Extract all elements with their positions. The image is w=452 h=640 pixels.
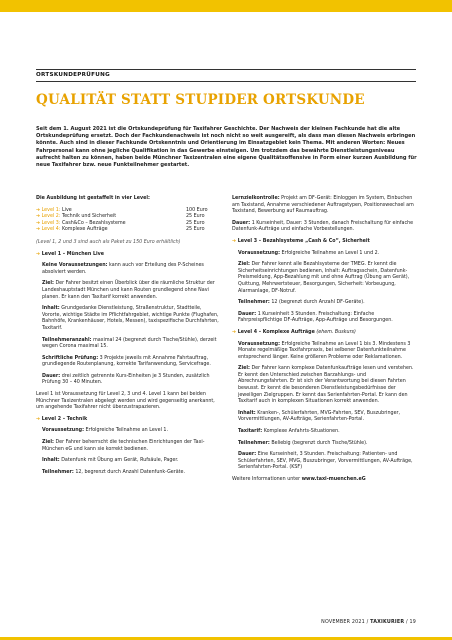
duration-text: Eine Kurseinheit, 3 Stunden. Freischaltung: Patienten- und Schülerfahrten, SEV, MVG, Buszubringer, Vorvermittlungen, AV-Aufträge, Serienfahrten-Portal. (KSF) [238,452,413,471]
level-4-heading [232,330,416,337]
level-1-content [36,306,220,332]
level-label: Level 4: [41,227,61,233]
level-3-title: Level 3 – Bezahlsysteme „Cash & Co“, Sicherheit [237,238,370,244]
level-3-goal [232,262,416,295]
level-1-duration [36,374,220,387]
requirement-label: Keine Voraussetzungen: [42,263,108,269]
level-price: 25 Euro [186,214,205,220]
level-price: 100 Euro [186,207,208,213]
content-text: Kranken-, Schülerfahrten, MVG-Fahrten, SEV, Buszubringer, Vorvermittlungen, AV-Aufträge, Serienfahrten-Portal. [238,410,401,423]
arrow-icon: ➔ [36,227,41,233]
level-2-requirement [36,428,220,435]
participants-label: Teilnehmer: [238,300,270,306]
left-column [36,196,220,481]
goal-label: Ziel: [238,262,250,268]
level-2-duration [232,221,416,234]
participants-label: Teilnehmer: [42,469,74,475]
control-label: Lernzielkontrolle: [232,196,280,201]
level-price: 25 Euro [186,220,205,226]
levels-intro: Die Ausbildung ist gestaffelt in vier Level: [36,196,150,201]
level-3-heading [232,239,416,246]
more-info-link[interactable]: www.taxi-muenchen.eG [301,477,366,482]
level-name: Cash&Co – Bezahlsysteme [61,220,126,226]
more-info-text: Weitere Informationen unter [232,477,302,482]
level-1-requirement [36,263,220,276]
level-name: Technik und Sicherheit [61,214,117,220]
article-intro: Seit dem 1. August 2021 ist die Ortskundeprüfung für Taxifahrer Geschichte. Der Nachweis der kleinen Fachkunde hat die alte Ortskundeprüfung ersetzt. Doch der Fachkundenachweis ist noch nicht so weit ausgereift, als dass man diesen Nachweis erbringen könnte. Auch sind in dieser Fachkunde Ortskenntnis und Orientierung im Einsatzgebiet kein Thema. Mit anderen Worten: Neues Fahrpersonal kann ohne jegliche Qualifikation in das Gewerbe einsteigen. Um trotzdem das bewährte Dienstleistungsniveau aufrecht halten zu können, haben beide Münchner Taxizentralen eine eigene Qualitätsoffensive in Form einer kurzen Ausbildung für neue Taxifahrer bzw. neue Funkteilnehmer gestartet. [36,126,417,169]
level-3-duration [232,312,416,325]
goal-label: Ziel: [42,281,54,287]
level-2-participants [36,470,220,477]
control-text: Projekt am DF-Gerät: Einloggen im System, Einbuchen am Taxistand, Annahme verschiedener Auftragstypen, Positionswechsel am Taxistand, Bewerbung auf Raumauftrag. [232,196,414,215]
section-rule [36,81,416,82]
footer-issue: NOVEMBER 2021 / [321,620,371,625]
level-2-heading [36,417,220,424]
level-name: Live [61,207,72,213]
top-rule [36,69,416,70]
level-4-tariff [232,429,416,436]
level-4-participants [232,441,416,448]
requirement-text: Erfolgreiche Teilnahme an Level 1 und 2. [280,250,380,256]
level-3-participants [232,300,416,307]
level-1-heading [36,252,220,259]
goal-label: Ziel: [238,366,250,372]
tariff-label: Taxitarif: [238,429,263,435]
requirement-text: kann auch vor Erteilung des P-Scheines absolviert werden. [42,263,204,275]
goal-text: Der Fahrer besitzt einen Überblick über die räumliche Struktur der Landeshauptstadt München und kann Routen grundlegend ohne Navi planen. Er kann den Taxitarif korrekt anwenden. [42,281,215,300]
arrow-icon: ➔ [36,416,41,422]
goal-text: Der Fahrer beherrscht die technischen Einrichtungen der Taxi-München eG und kann sie korrekt bedienen. [42,440,205,452]
requirement-text: Erfolgreiche Teilnahme an Level 1. [84,428,169,434]
requirement-label: Voraussetzung: [238,250,280,256]
exam-text: 3 Projekte jeweils mit Annahme Fahrtauftrag, grundlegende Routenplanung, korrekte Tarifanwendung, Servicefrage. [42,355,211,368]
arrow-icon: ➔ [36,220,41,226]
top-accent-bar [0,0,452,12]
level-2-control [232,196,416,216]
section-label: ORTSKUNDEPRÜFUNG [36,72,110,78]
level-2-title: Level 2 – Technik [41,416,88,422]
level-row-4 [36,227,220,234]
level-name: Komplexe Aufträge [61,227,108,233]
exam-label: Schriftliche Prüfung: [42,355,99,361]
participants-text: 12, begrenzt durch Anzahl Datenfunk-Geräte. [73,469,186,475]
requirement-text: Erfolgreiche Teilnahme an Level 1 bis 3. Mindestens 3 Monate regelmäßige Taxifahrpraxis, bei selbener Datenfunkteilnahme entsprechend länger. Keine größeren Probleme oder Reklamationen. [238,341,411,360]
duration-label: Dauer: [42,373,61,379]
page-footer [321,620,416,625]
level-row-2 [36,214,220,221]
level-1-title: Level 1 – München Live [41,251,105,257]
content-label: Inhalt: [42,458,60,464]
footer-magazine: TAXIKURIER [370,620,405,625]
goal-text: Der Fahrer kann komplexe Datenfunkaufträge lesen und verstehen. Er kennt den Unterschied zwischen Barzahlungs- und Abrechnungsfahrten. Er ist sich der Verantwortung bei diesen Fahrten bewusst. Er kennt die besonderen Dienstleistungsbedürfnisse der jeweiligen Zielgruppen. Er kennt das Serienfahrten-Portal. Er kann den Taxitarif auch in komplexen Situationen korrekt anwenden. [238,366,414,405]
duration-text: 1 Kurseinheit, Dauer: 3 Stunden, danach Freischaltung für einfache Datenfunk-Aufträge und einfache Vorbestellungen. [232,220,414,233]
participants-text: maximal 24 (begrenzt durch Tische/Stühle), derzeit wegen Corona maximal 15. [42,337,217,350]
participants-text: 12 (begrenzt durch Anzahl DF-Geräte). [269,300,365,306]
participants-label: Teilnehmeranzahl: [42,337,92,343]
right-column [232,196,416,489]
content-text: Datenfunk mit Übung am Gerät, Rufsäule, Pager. [59,458,179,464]
participants-text: Beliebig (begrenzt durch Tische/Stühle). [269,440,368,446]
tariff-text: Komplexe Anfahrts-Situationen. [262,429,340,435]
level-1-goal [36,281,220,301]
package-note: (Level 1, 2 und 3 sind auch als Paket zu 150 Euro erhältlich) [36,239,181,245]
duration-label: Dauer: [238,452,257,458]
duration-text: 1 Kurseinheit 3 Stunden. Freischaltung: Einfache Fahrpreispflichtige DF-Aufträge, App-Aufträge und Besorgungen. [238,311,393,324]
arrow-icon: ➔ [232,329,237,335]
level-4-requirement [232,342,416,362]
requirement-label: Voraussetzung: [238,341,280,347]
level-1-exam [36,356,220,369]
content-label: Inhalt: [42,306,60,312]
duration-text: drei zeitlich getrennte Kurs-Einheiten je 3 Stunden, zusätzlich Prüfung 30 – 40 Minuten. [42,373,210,386]
level-price: 25 Euro [186,227,205,233]
level-label: Level 3: [41,220,61,226]
level-4-goal [232,366,416,406]
arrow-icon: ➔ [232,238,237,244]
content-text: Grundgedanke Dienstleistung, Straßenstruktur, Stadtteile, Vororte, wichtige Städte im Pflichtfahrgebiet, wichtige Punkte (Flughafen, Bahnhöfe, Krankenhäuser, Hotels, Messen), taxispezifische Durchfahrten, Taxitarif. [42,306,219,331]
requirement-label: Voraussetzung: [42,428,84,434]
arrow-icon: ➔ [36,214,41,220]
article-headline: QUALITÄT STATT STUPIDER ORTSKUNDE [36,92,365,108]
duration-label: Dauer: [238,311,257,317]
duration-label: Dauer: [232,220,251,226]
level-label: Level 1: [41,207,61,213]
arrow-icon: ➔ [36,207,41,213]
levels-list [36,208,220,234]
level-4-content [232,411,416,424]
level-3-requirement [232,251,416,258]
more-info [232,477,416,484]
level-4-title: Level 4 – Komplexe Aufträge [237,329,315,335]
level-2-goal [36,440,220,453]
level-2-content [36,458,220,465]
goal-label: Ziel: [42,440,54,446]
arrow-icon: ➔ [36,251,41,257]
content-label: Inhalt: [238,410,256,416]
goal-text: Der Fahrer kennt alle Bezahlsysteme der TMEG. Er kennt die Sicherheitseinrichtungen bedienen, Inhalt: Auftragsschein, Datenfunk-Preismeldung, App-Bezahlung mit und ohne Auftrag (Übung am Gerät), Quittung, Mehrwertsteuer, Besorgungen, Sicherheit: Vorbeugung, Alarmanlage, DF-Notruf. [238,262,410,294]
level-4-duration [232,452,416,472]
participants-label: Teilnehmer: [238,440,270,446]
level-label: Level 2: [41,214,61,220]
level-1-prereq-note: Level 1 ist Voraussetzung für Level 2, 3 und 4. Level 1 kann bei beiden Münchner Taxizentralen abgelegt werden und wird gegenseitig anerkannt, um angehende Taxifahrer nicht überzustrapazieren. [36,392,215,411]
level-4-title-note: (ehem. Buskurs) [314,329,356,335]
footer-page-number: / 19 [404,620,416,625]
level-1-participants [36,338,220,351]
